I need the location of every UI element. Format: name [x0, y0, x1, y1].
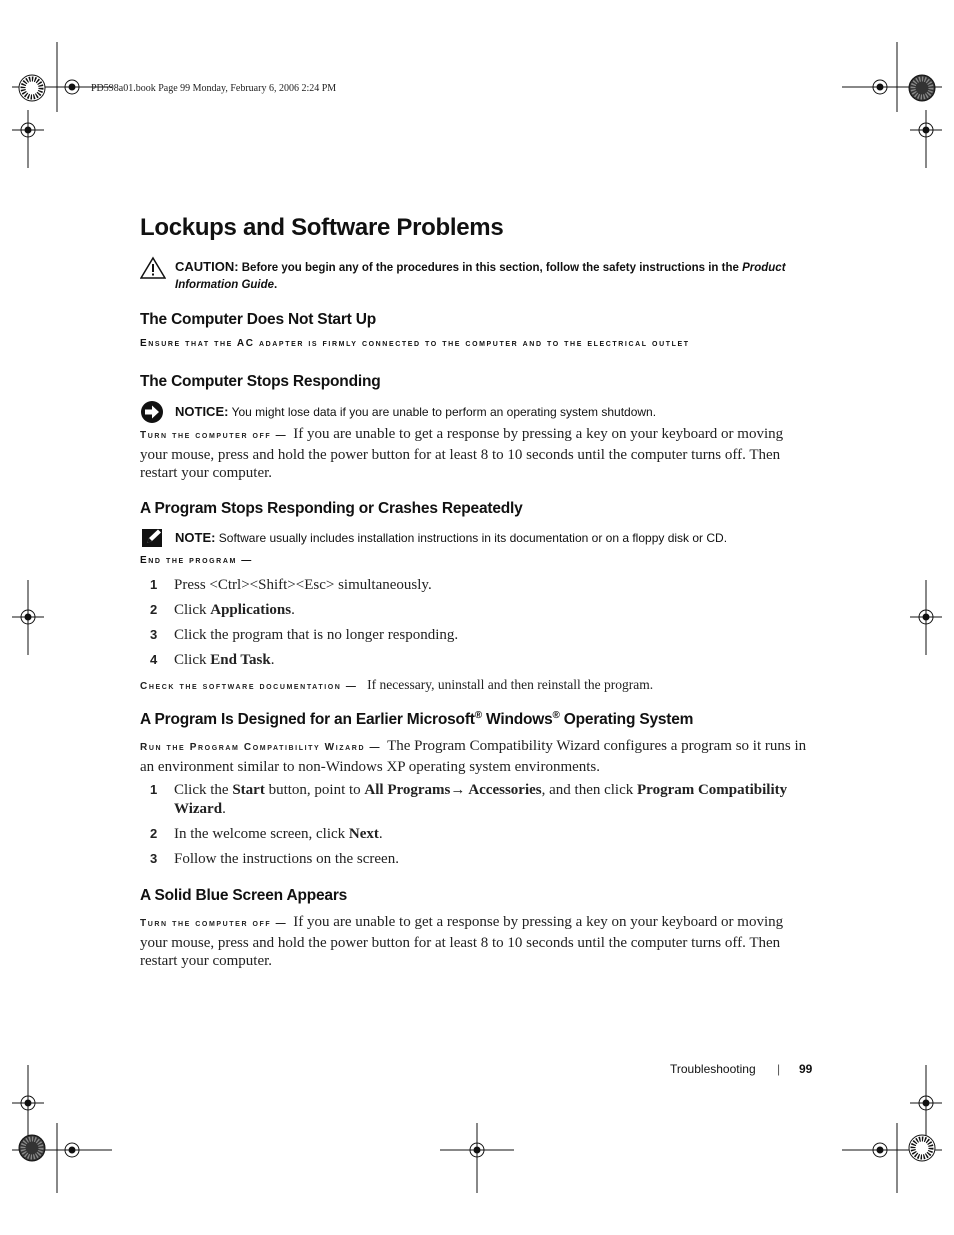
step-4-click-end-task [150, 651, 810, 670]
heading-program-earlier-windows [140, 710, 693, 729]
step-1-click-start [150, 781, 810, 818]
runin-ac: AC [236, 338, 255, 349]
step-2-click-next [150, 825, 810, 844]
step-text-end: . [291, 602, 295, 618]
runin-initial: E [140, 555, 149, 566]
runin-rest: nsure that the [148, 338, 233, 349]
note-pencil-icon [140, 527, 166, 551]
runin-rest: rogram [198, 742, 240, 753]
notice-admonition [140, 403, 810, 421]
registered-mark: ® [552, 710, 560, 721]
runin-initial: P [189, 742, 198, 753]
step-3-follow-instructions [150, 850, 810, 869]
runin-compatibility-wizard [140, 742, 381, 753]
step-number: 1 [150, 577, 158, 592]
heading-part: A Program Is Designed for an Earlier Microsoft [140, 711, 475, 729]
runin-rest: izard — [335, 742, 382, 753]
step-text: Click [174, 652, 211, 668]
runin-rest: urn the computer off — [147, 430, 288, 441]
paragraph-text: If you are unable to get a response by pressing a key on your keyboard or moving your mouse, press and hold the power button for at least 8 to 10 seconds until the computer turns off. Then restart your computer. [140, 426, 784, 482]
ui-term-all-programs: All Programs [364, 782, 451, 798]
caution-italic: Product Information Guide [175, 262, 786, 291]
page-number: 99 [799, 1062, 813, 1076]
step-number: 3 [150, 627, 158, 642]
note-label: NOTE: [175, 530, 216, 545]
step-text: In the welcome screen, click [174, 826, 349, 842]
step-text: Click the [174, 782, 233, 798]
runin-end-program [140, 555, 810, 566]
runin-initial: T [140, 918, 148, 929]
notice-label: NOTICE: [175, 404, 229, 419]
caution-end: . [274, 279, 278, 291]
runin-rest: nd the program — [148, 555, 253, 566]
runin-turn-off-2 [140, 918, 287, 929]
runin-rest: urn the computer off — [147, 918, 288, 929]
step-text: , and then click [541, 782, 638, 798]
heading-computer-stops-responding: The Computer Stops Responding [140, 373, 381, 390]
registered-mark: ® [474, 710, 482, 721]
runin-ensure-ac-adapter [140, 338, 810, 349]
step-text: Follow the instructions on the screen. [174, 851, 399, 867]
page-title: Lockups and Software Problems [140, 214, 504, 241]
step-number: 1 [150, 782, 158, 797]
step-text: Press <Ctrl><Shift><Esc> simultaneously. [174, 577, 432, 593]
note-text: Software usually includes installation instructions in its documentation or on a floppy disk or CD. [218, 531, 728, 545]
footer-separator: | [777, 1062, 781, 1076]
step-number: 3 [150, 851, 158, 866]
runin-initial: R [140, 742, 149, 753]
heading-part: Windows [481, 711, 553, 729]
heading-solid-blue-screen: A Solid Blue Screen Appears [140, 887, 348, 904]
step-text: Click the program that is no longer responding. [174, 627, 459, 643]
step-number: 2 [150, 602, 158, 617]
paragraph-text: If you are unable to get a response by pressing a key on your keyboard or moving your mouse, press and hold the power button for at least 8 to 10 seconds until the computer turns off. Then restart your computer. [140, 914, 784, 970]
runin-check-documentation [140, 681, 357, 692]
paragraph-turn-off-1 [140, 425, 810, 483]
paragraph-text: If necessary, uninstall and then reinstall the program. [367, 677, 654, 692]
runin-initial: C [243, 742, 253, 753]
runin-initial: E [140, 338, 149, 349]
heading-program-stops-responding: A Program Stops Responding or Crashes Repeatedly [140, 500, 523, 517]
ui-term-end-task: End Task [210, 652, 271, 668]
ui-term-accessories: Accessories [465, 782, 542, 798]
print-slug: PD598a01.book Page 99 Monday, February 6, 2006 2:24 PM [91, 83, 337, 94]
runin-initial: C [140, 681, 149, 692]
caution-label: CAUTION: [175, 259, 239, 274]
step-text-end: . [378, 826, 383, 842]
runin-end: adapter is firmly connected to the computer and to the electrical outlet [258, 338, 690, 349]
step-text-end: . [270, 652, 275, 668]
runin-initial: W [324, 742, 336, 753]
paragraph-check-documentation [140, 676, 810, 697]
step-2-click-applications [150, 601, 810, 620]
runin-rest: un the [148, 742, 186, 753]
step-text: button, point to [264, 782, 365, 798]
caution-triangle-icon [140, 256, 166, 280]
paragraph-text: The Program Compatibility Wizard configures a program so it runs in an environment similar to non-Windows XP operating system environments. [140, 738, 807, 775]
step-text: Click [174, 602, 211, 618]
notice-text: You might lose data if you are unable to perform an operating system shutdown. [231, 405, 657, 419]
footer-section-name: Troubleshooting [670, 1062, 756, 1076]
note-admonition [140, 529, 810, 547]
step-number: 2 [150, 826, 158, 841]
step-1-press-keys [150, 576, 810, 595]
runin-turn-off-1 [140, 430, 287, 441]
ui-term-start: Start [232, 782, 265, 798]
heading-computer-does-not-start: The Computer Does Not Start Up [140, 311, 376, 328]
heading-part: Operating System [559, 711, 694, 729]
runin-rest: ompatibility [252, 742, 321, 753]
step-3-click-program [150, 626, 810, 645]
caution-text: Before you begin any of the procedures in this section, follow the safety instructions in the [241, 262, 739, 274]
ui-term-next: Next [348, 826, 379, 842]
ui-term-applications: Applications [210, 602, 292, 618]
arrow-icon: → [450, 782, 466, 798]
step-number: 4 [150, 652, 158, 667]
runin-initial: T [140, 430, 148, 441]
caution-admonition [140, 258, 810, 294]
step-text-end: . [222, 800, 226, 817]
paragraph-turn-off-2 [140, 913, 810, 971]
runin-rest: heck the software documentation — [148, 681, 358, 692]
paragraph-compatibility-wizard [140, 737, 810, 776]
notice-arrow-icon [140, 401, 166, 425]
ui-term-program-compatibility-wizard: Program Compatibility Wizard [174, 782, 788, 817]
